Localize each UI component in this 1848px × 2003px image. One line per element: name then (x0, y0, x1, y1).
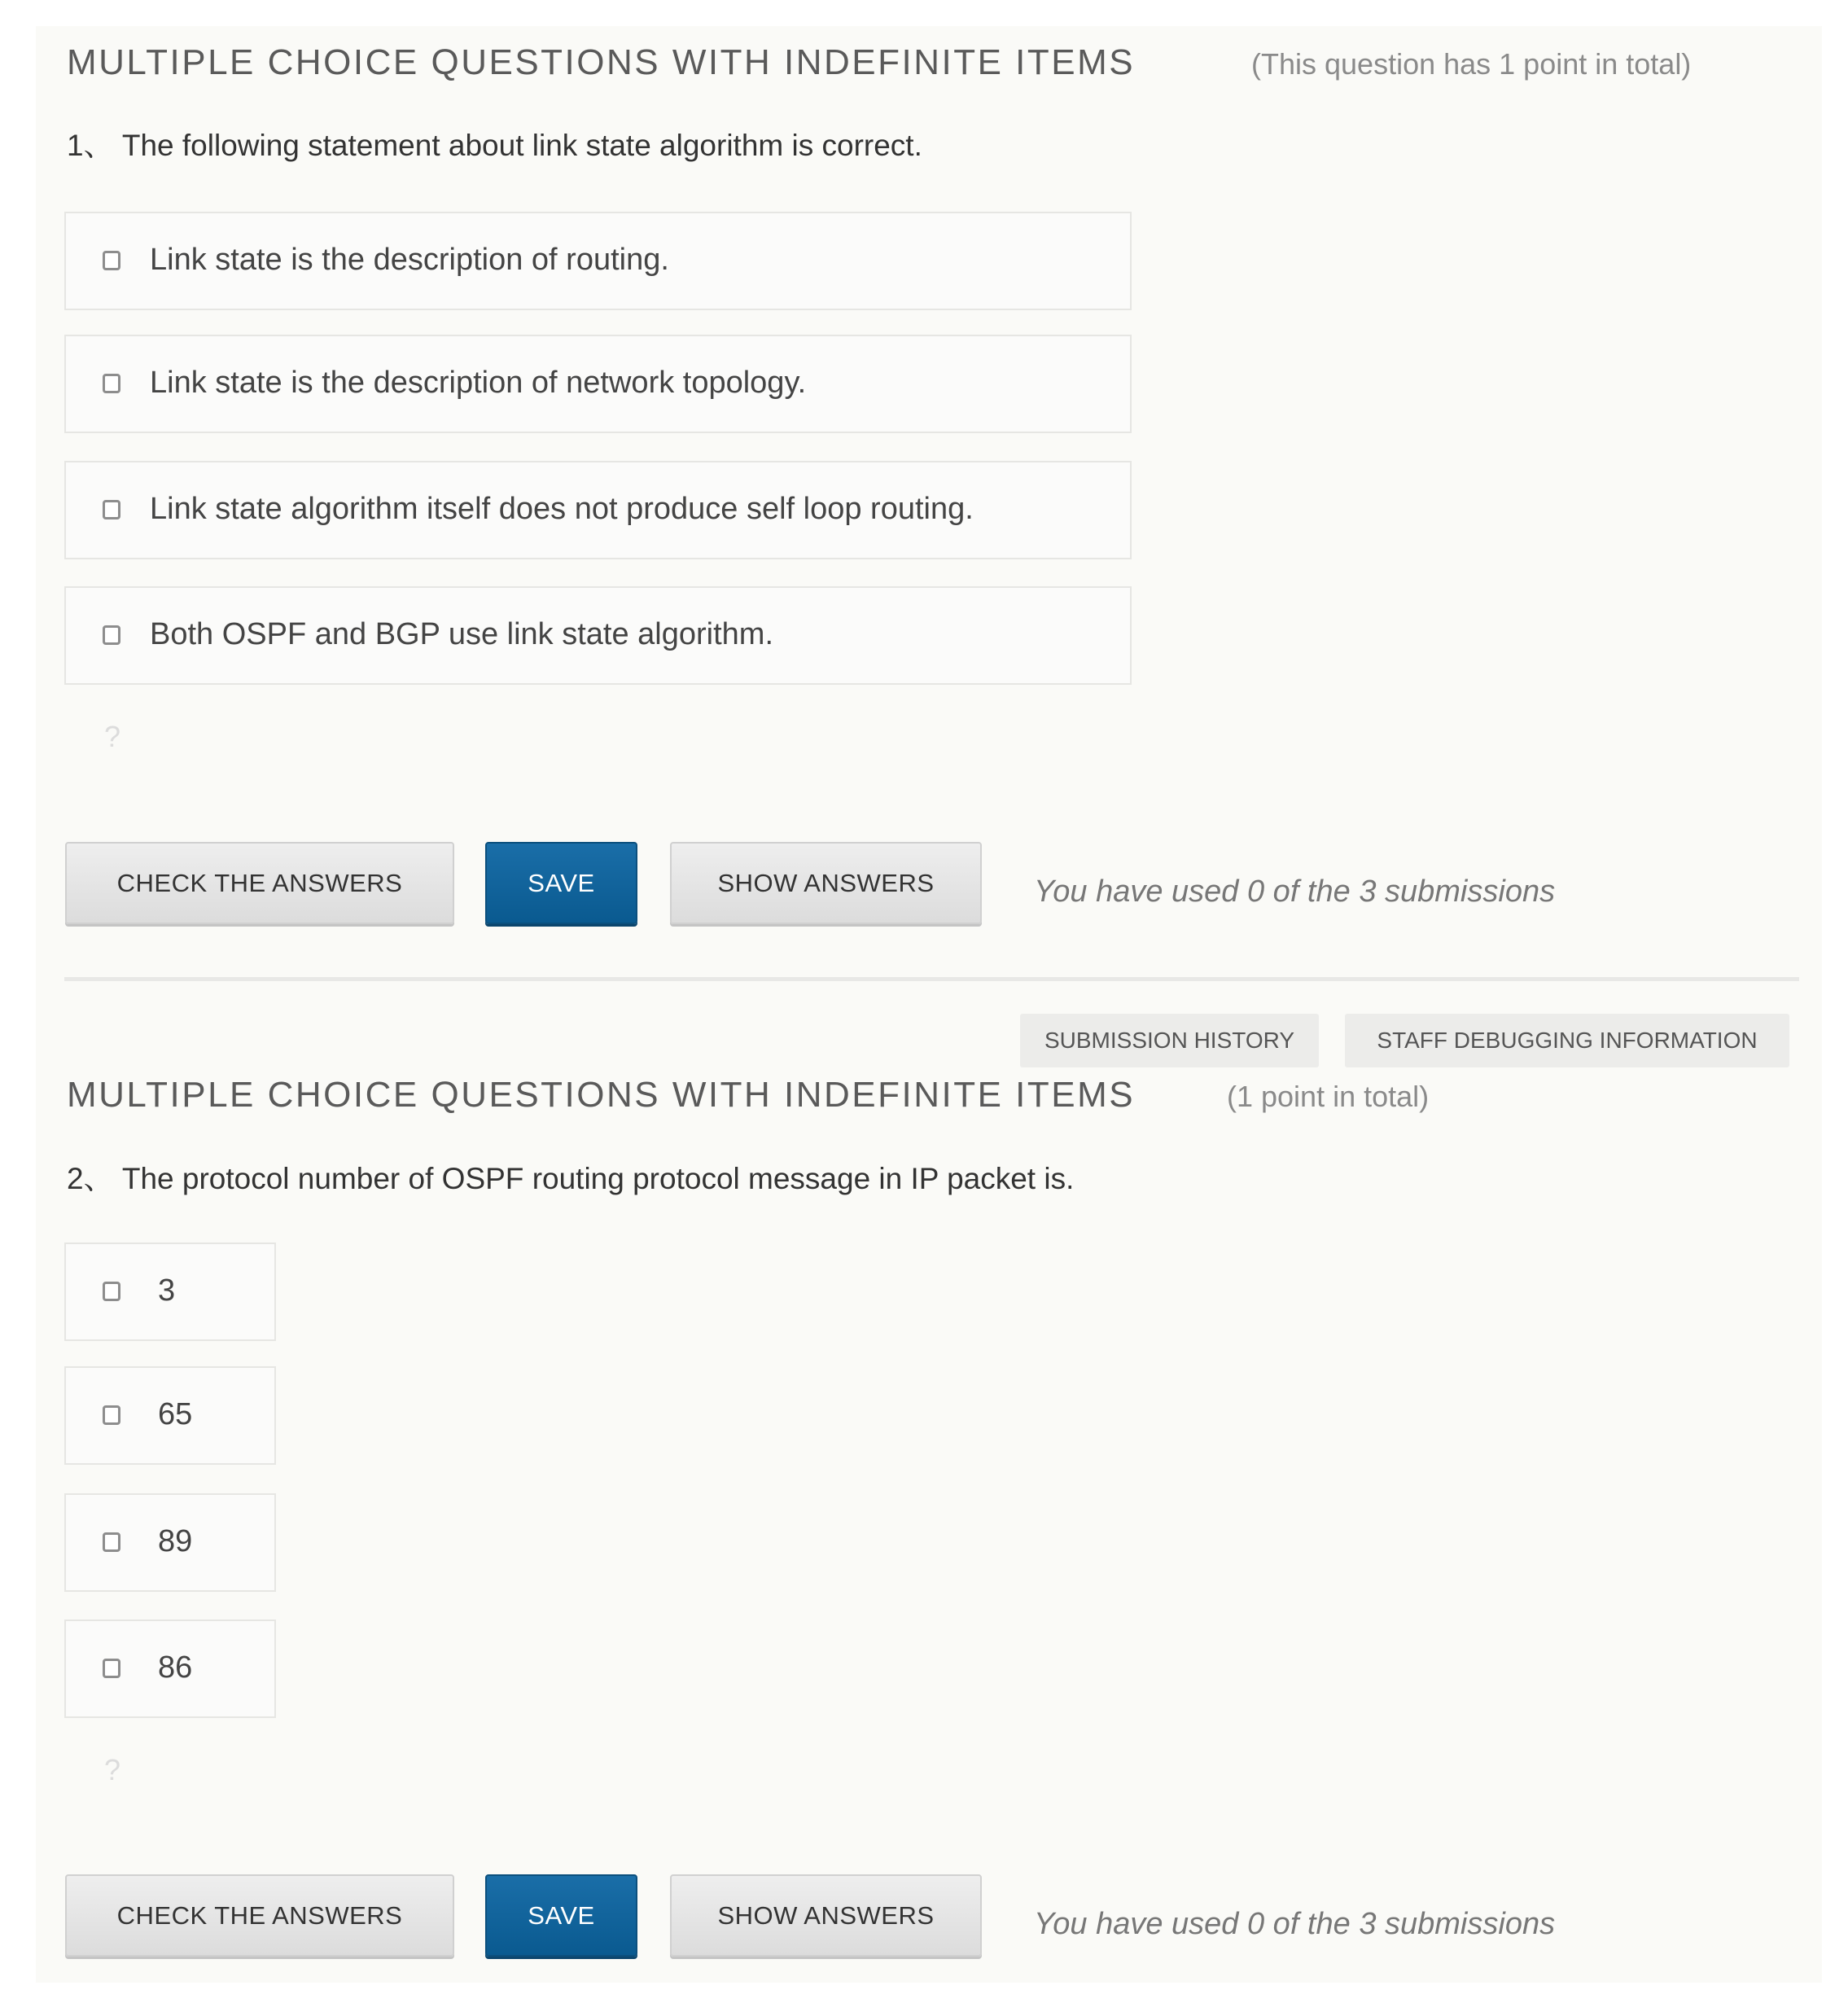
submission-history-button[interactable]: SUBMISSION HISTORY (1020, 1014, 1319, 1067)
problem-1-heading: MULTIPLE CHOICE QUESTIONS WITH INDEFINITE ITEMS (67, 42, 1136, 82)
save-button[interactable]: SAVE (485, 1874, 637, 1957)
problem-1-option-4[interactable] (64, 586, 1132, 685)
checkbox[interactable] (103, 1532, 120, 1552)
problem-1-option-3[interactable] (64, 461, 1132, 559)
problem-1-question: 1、 The following statement about link state algorithm is correct. (67, 129, 922, 162)
option-label: 86 (158, 1650, 193, 1685)
problem-2-heading: MULTIPLE CHOICE QUESTIONS WITH INDEFINITE ITEMS (67, 1075, 1136, 1115)
option-label: 89 (158, 1524, 193, 1558)
checkbox[interactable] (103, 251, 120, 270)
checkbox[interactable] (103, 374, 120, 393)
check-answers-button[interactable]: CHECK THE ANSWERS (65, 842, 454, 924)
problem-1-option-1[interactable] (64, 212, 1132, 310)
problem-1-option-2[interactable] (64, 335, 1132, 433)
option-label: Link state is the description of routing. (150, 243, 669, 277)
option-label: Both OSPF and BGP use link state algorithm. (150, 617, 774, 651)
help-icon[interactable]: ? (104, 720, 121, 753)
staff-debugging-button[interactable]: STAFF DEBUGGING INFORMATION (1345, 1014, 1789, 1067)
problem-2-question: 2、 The protocol number of OSPF routing protocol message in IP packet is. (67, 1162, 1075, 1195)
option-label: 3 (158, 1273, 176, 1308)
problem-2-option-2[interactable] (64, 1366, 276, 1465)
option-label: 65 (158, 1397, 193, 1431)
problem-1-points: (This question has 1 point in total) (1251, 47, 1692, 81)
checkbox[interactable] (103, 625, 120, 645)
problem-2-points: (1 point in total) (1227, 1080, 1430, 1113)
help-icon[interactable]: ? (104, 1753, 121, 1786)
option-label: Link state algorithm itself does not produce self loop routing. (150, 492, 974, 526)
show-answers-button[interactable]: SHOW ANSWERS (670, 842, 982, 924)
submissions-status: You have used 0 of the 3 submissions (1034, 1907, 1556, 1941)
problems-panel (36, 26, 1822, 1983)
checkbox[interactable] (103, 500, 120, 519)
checkbox[interactable] (103, 1405, 120, 1425)
submissions-status: You have used 0 of the 3 submissions (1034, 874, 1556, 909)
checkbox[interactable] (103, 1282, 120, 1301)
save-button[interactable]: SAVE (485, 842, 637, 924)
problem-2-option-3[interactable] (64, 1493, 276, 1592)
show-answers-button[interactable]: SHOW ANSWERS (670, 1874, 982, 1957)
option-label: Link state is the description of network topology. (150, 366, 807, 400)
check-answers-button[interactable]: CHECK THE ANSWERS (65, 1874, 454, 1957)
checkbox[interactable] (103, 1659, 120, 1678)
problem-2-option-4[interactable] (64, 1619, 276, 1718)
problem-2-option-1[interactable] (64, 1243, 276, 1341)
divider (64, 977, 1799, 981)
